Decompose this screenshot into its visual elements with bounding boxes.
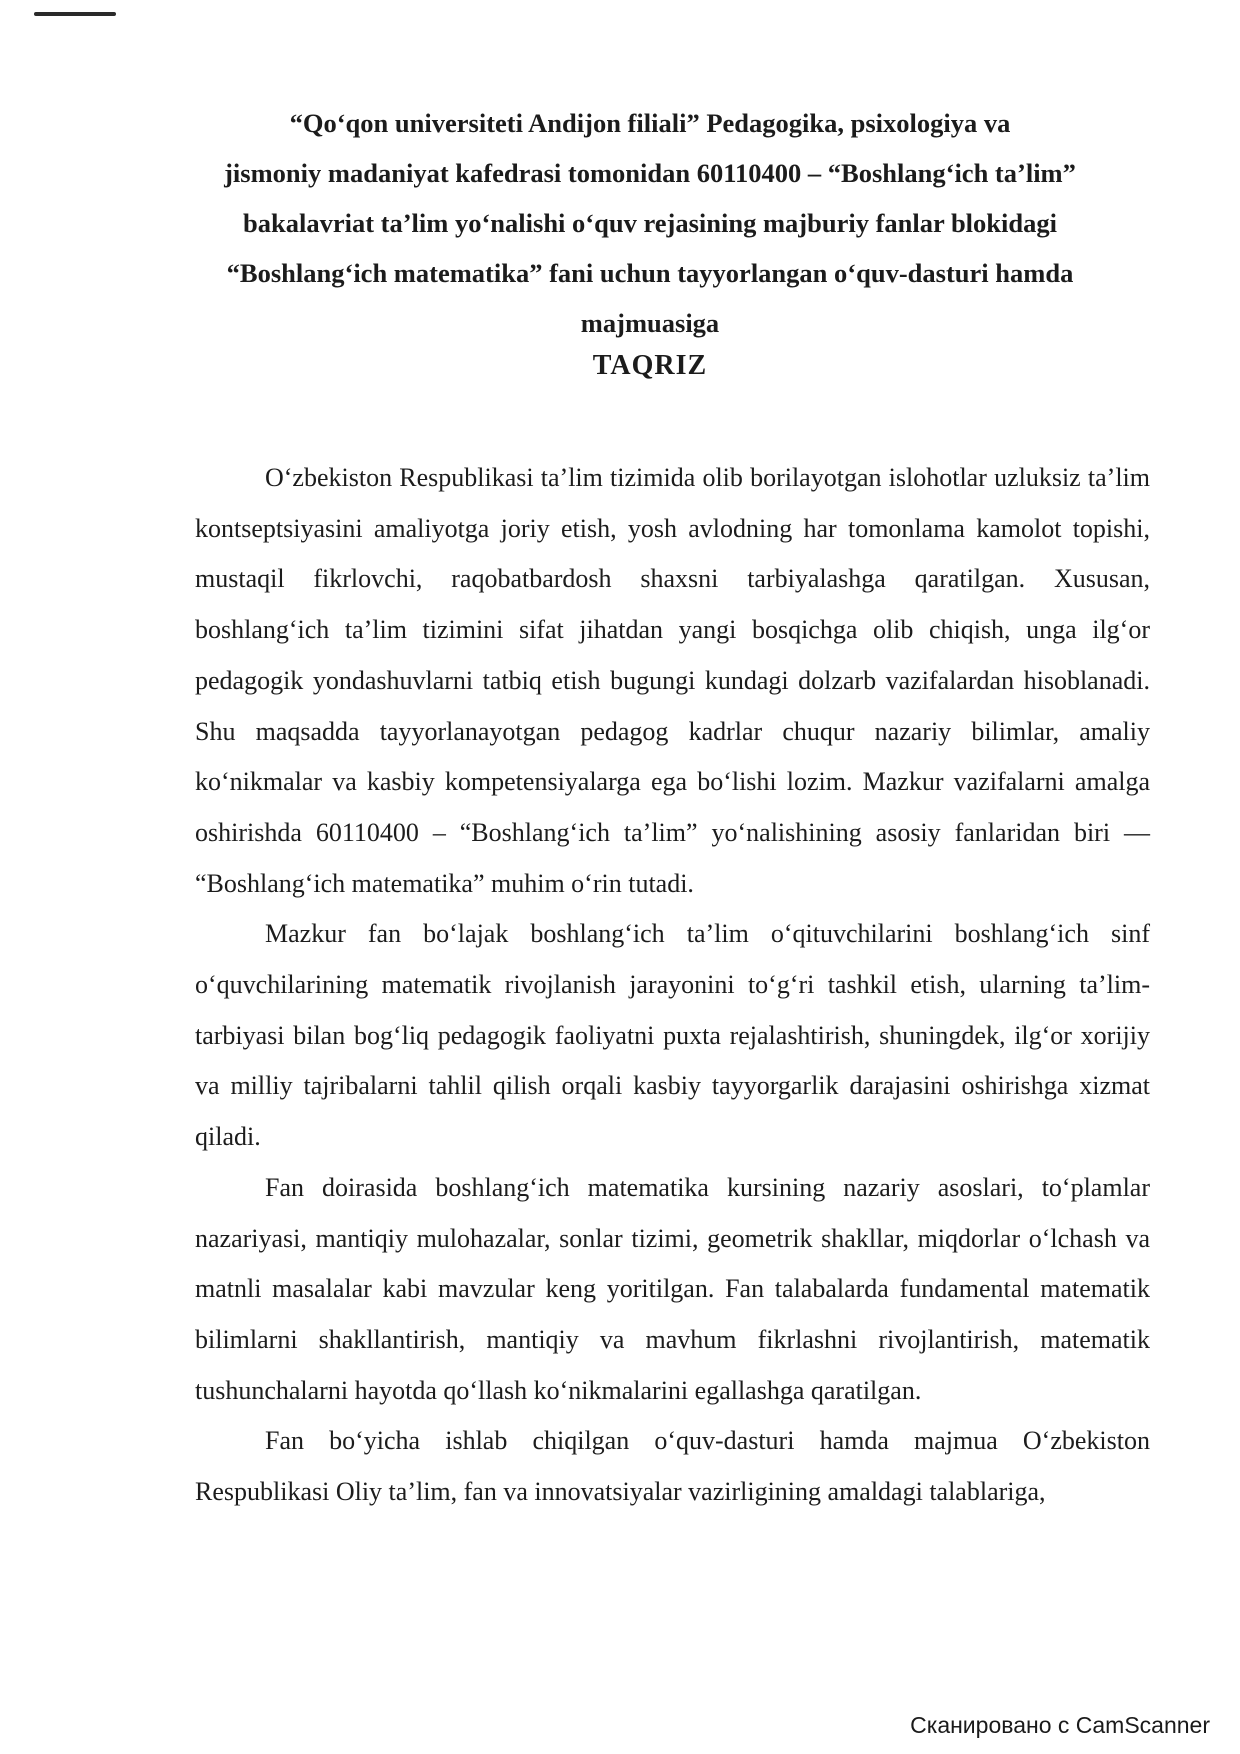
heading-line: bakalavriat ta’lim yo‘nalishi o‘quv rejasining majburiy fanlar blokidagi bbox=[242, 208, 1057, 238]
body-paragraph: Fan doirasida boshlang‘ich matematika kursining nazariy asoslari, to‘plamlar nazariyasi, mantiqiy mulohazalar, sonlar tizimi, geometrik shakllar, miqdorlar o‘lchash va matnli masalalar kabi mavzular keng yoritilgan. Fan talabalarda fundamental matematik bilimlarni shakllantirish, mantiqiy va mavhum fikrlashni rivojlantirish, matematik tushunchalarni hayotda qo‘llash ko‘nikmalarini egallashga qaratilgan. bbox=[195, 1172, 1150, 1405]
document-title: TAQRIZ bbox=[592, 350, 708, 381]
body-paragraph: Mazkur fan bo‘lajak boshlang‘ich ta’lim o‘qituvchilarini boshlang‘ich sinf o‘quvchilarining matematik rivojlanish jarayonini to‘g‘ri tashkil etish, ularning ta’lim-tarbiyasi bilan bog‘liq pedagogik faoliyatni puxta rejalashtirish, shuningdek, ilg‘or xorijiy va milliy tajribalarni tahlil qilish orqali kasbiy tayyorgarlik darajasini oshirishga xizmat qiladi. bbox=[195, 919, 1150, 1152]
heading-line: majmuasiga bbox=[580, 308, 720, 338]
heading-line: “Qo‘qon universiteti Andijon filiali” Pedagogika, psixologiya va bbox=[289, 108, 1011, 138]
heading-line: jismoniy madaniyat kafedrasi tomonidan 60110400 – “Boshlang‘ich ta’lim” bbox=[224, 158, 1076, 188]
document-heading bbox=[160, 98, 1140, 348]
scanner-watermark: Сканировано с CamScanner bbox=[910, 1712, 1210, 1738]
heading-line: “Boshlang‘ich matematika” fani uchun tayyorlangan o‘quv-dasturi hamda bbox=[226, 258, 1074, 288]
scan-edge-mark bbox=[34, 12, 116, 16]
body-paragraph: Fan bo‘yicha ishlab chiqilgan o‘quv-dasturi hamda majmua O‘zbekiston Respublikasi Oliy ta’lim, fan va innovatsiyalar vazirligining amaldagi talablariga, bbox=[195, 1426, 1150, 1507]
body-paragraph: O‘zbekiston Respublikasi ta’lim tizimida olib borilayotgan islohotlar uzluksiz ta’lim kontseptsiyasini amaliyotga joriy etish, yosh avlodning har tomonlama kamolot topishi, mustaqil fikrlovchi, raqobatbardosh shaxsni tarbiyalashga qaratilgan. Xususan, boshlang‘ich ta’lim tizimini sifat jihatdan yangi bosqichga olib chiqish, unga ilg‘or pedagogik yondashuvlarni tatbiq etish bugungi kundagi dolzarb vazifalardan hisoblanadi. Shu maqsadda tayyorlanayotgan pedagog kadrlar chuqur nazariy bilimlar, amaliy ko‘nikmalar va kasbiy kompetensiyalarga ega bo‘lishi lozim. Mazkur vazifalarni amalga oshirishda 60110400 – “Boshlang‘ich ta’lim” yo‘nalishining asosiy fanlaridan biri — “Boshlang‘ich matematika” muhim o‘rin tutadi. bbox=[195, 463, 1150, 898]
document-body bbox=[195, 453, 1150, 1518]
